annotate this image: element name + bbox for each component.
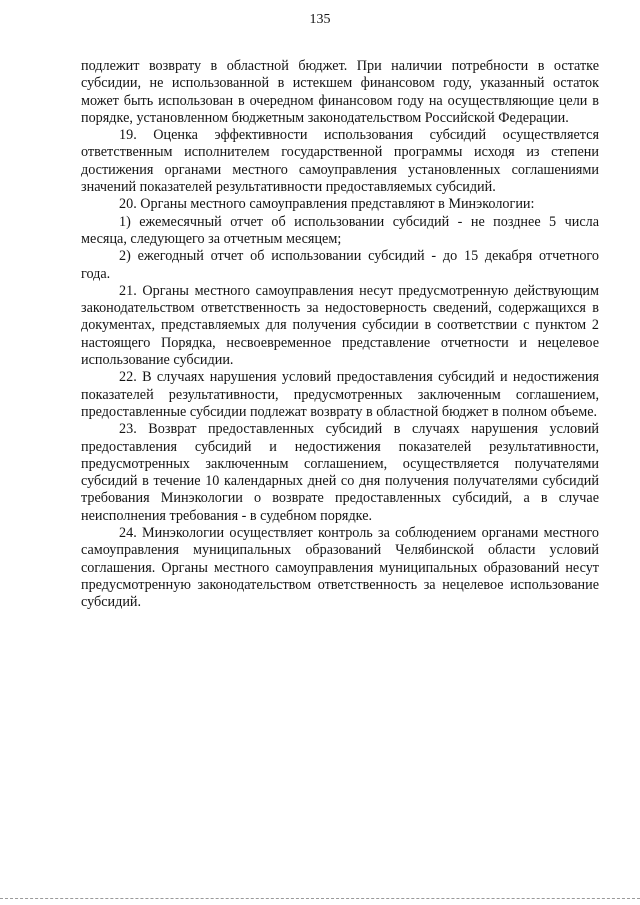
page-number: 135 [309, 12, 331, 27]
paragraph-22: 22. В случаях нарушения условий предоставления субсидий и недостижения показателей результативности, предусмотренных заключенным соглашением, предоставленные субсидии подлежат возврату в областной бюджет в полном объеме. [81, 369, 599, 420]
paragraph-20-item-2: 2) ежегодный отчет об использовании субсидий - до 15 декабря отчетного года. [81, 248, 599, 282]
paragraph-21: 21. Органы местного самоуправления несут предусмотренную действующим законодательством ответственность за недостоверность сведений, содержащихся в документах, представляемых для получения субсидии в соответствии с пунктом 2 настоящего Порядка, несвоевременное представление отчетности и нецелевое использование субсидии. [81, 282, 599, 369]
paragraph-20-item-1: 1) ежемесячный отчет об использовании субсидий - не позднее 5 числа месяца, следующего за отчетным месяцем; [81, 213, 599, 247]
paragraph-20: 20. Органы местного самоуправления представляют в Минэкологии: [119, 196, 535, 213]
paragraph-19: 19. Оценка эффективности использования субсидий осуществляется ответственным исполнителем государственной программы исходя из степени достижения органами местного самоуправления установленных соглашениями значений показателей результативности предоставляемых субсидий. [81, 127, 599, 196]
paragraph-continuation: подлежит возврату в областной бюджет. При наличии потребности в остатке субсидии, не использованной в истекшем финансовом году, указанный остаток может быть использован в очередном финансовом году на осуществляющие цели в порядке, установленном бюджетным законодательством Российской Федерации. [81, 58, 599, 126]
document-body [81, 58, 599, 612]
paragraph-24: 24. Минэкологии осуществляет контроль за соблюдением органами местного самоуправления муниципальных образований Челябинской области условий соглашения. Органы местного самоуправления муниципальных образований несут предусмотренную законодательством ответственность за нецелевое использование субсидий. [81, 525, 599, 611]
paragraph-23: 23. Возврат предоставленных субсидий в случаях нарушения условий предоставления субсидий и недостижения показателей результативности, предусмотренных заключенным соглашением, осуществляется получателями субсидий в течение 10 календарных дней со дня получения получателями субсидий требования Минэкологии о возврате предоставленных субсидий, а в случае неисполнения требования - в судебном порядке. [81, 421, 599, 524]
bottom-divider [0, 898, 640, 899]
